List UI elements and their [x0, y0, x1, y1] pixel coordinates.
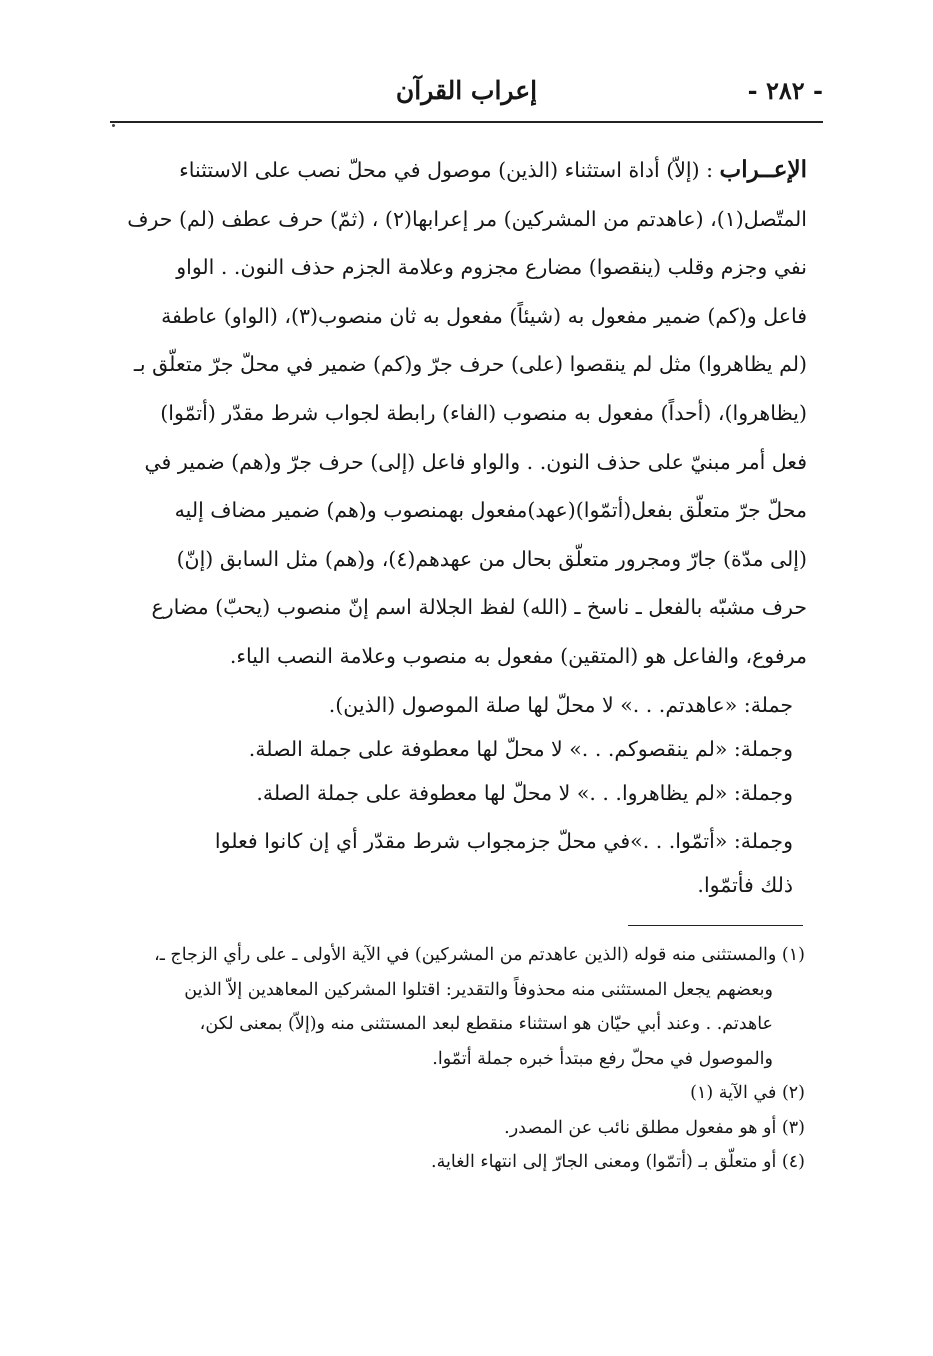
sentence-line: جملة: «عاهدتم. . .» لا محلّ لها صلة الموصول (الذين).: [328, 693, 793, 717]
footnote-3: (٣) أو هو مفعول مطلق نائب عن المصدر.: [504, 1117, 805, 1138]
running-title: إعراب القرآن: [395, 76, 538, 105]
header-rule: [110, 121, 823, 123]
text-line: الإعــراب : (إلاّ) أداة استثناء (الذين) موصول في محلّ نصب على الاستثناء: [179, 156, 807, 183]
footnote-separator: [628, 925, 803, 926]
sentence-analysis: [126, 683, 793, 907]
sentence-line: وجملة: «لم يظاهروا. . .» لا محلّ لها معطوفة على جملة الصلة.: [256, 781, 793, 805]
footnotes: [126, 938, 805, 1180]
page-header: [110, 72, 823, 118]
text-line: (إلى مدّة) جارّ ومجرور متعلّق بحال من عهدهم(٤)، و(هم) مثل السابق (إنّ): [176, 546, 807, 571]
text-line: (يظاهروا)، (أحداً) مفعول به منصوب (الفاء) رابطة لجواب شرط مقدّر (أتمّوا): [160, 400, 807, 425]
footnote-1-continued: عاهدتم. . وعند أبي حيّان هو استثناء منقطع لبعد المستثنى منه و(إلاّ) بمعنى لكن،: [199, 1014, 773, 1034]
page-number: - ٢٨٢ -: [747, 76, 823, 105]
section-heading: الإعــراب: [719, 156, 807, 183]
footnote-1-continued: والموصول في محلّ رفع مبتدأ خبره جملة أتمّوا.: [432, 1048, 773, 1069]
text-line: (لم يظاهروا) مثل لم ينقصوا (على) حرف جرّ و(كم) ضمير في محلّ جرّ متعلّق بـ: [133, 352, 807, 377]
text-line: فاعل و(كم) ضمير مفعول به (شيئاً) مفعول به ثان منصوب(٣)، (الواو) عاطفة: [161, 303, 807, 328]
sentence-line: وجملة: «لم ينقصوكم. . .» لا محلّ لها معطوفة على جملة الصلة.: [248, 737, 793, 761]
sentence-line: ذلك فأتمّوا.: [697, 873, 793, 897]
text-line: نفي وجزم وقلب (ينقصوا) مضارع مجزوم وعلامة الجزم حذف النون. . الواو: [176, 255, 807, 280]
main-text: [126, 146, 807, 681]
footnote-1-continued: وبعضهم يجعل المستثنى منه محذوفاً والتقدير: اقتلوا المشركين المعاهدين إلاّ الذين: [184, 979, 773, 1000]
text-line: المتّصل(١)، (عاهدتم من المشركين) مر إعرابها(٢) ، (ثمّ) حرف عطف (لم) حرف: [127, 206, 807, 231]
text-line: حرف مشبّه بالفعل ـ ناسخ ـ (الله) لفظ الجلالة اسم إنّ منصوب (يحبّ) مضارع: [151, 595, 807, 620]
footnote-1: (١) والمستثنى منه قوله (الذين عاهدتم من المشركين) في الآية الأولى ـ على رأي الزجاج ـ،: [154, 945, 805, 965]
sentence-line: وجملة: «أتمّوا. . .»في محلّ جزمجواب شرط مقدّر أي إن كانوا فعلوا: [214, 829, 793, 853]
text-line: محلّ جرّ متعلّق بفعل(أتمّوا)(عهد)مفعول بهمنصوب و(هم) ضمير مضاف إليه: [174, 498, 807, 523]
footnote-2: (٢) في الآية (١): [690, 1083, 805, 1103]
text-line: فعل أمر مبنيّ على حذف النون. . والواو فاعل (إلى) حرف جرّ و(هم) ضمير في: [144, 449, 807, 474]
ink-dot: [112, 124, 115, 127]
text-line: مرفوع، والفاعل هو (المتقين) مفعول به منصوب وعلامة النصب الياء.: [229, 643, 807, 668]
footnote-4: (٤) أو متعلّق بـ (أتمّوا) ومعنى الجارّ إلى انتهاء الغاية.: [431, 1152, 805, 1172]
